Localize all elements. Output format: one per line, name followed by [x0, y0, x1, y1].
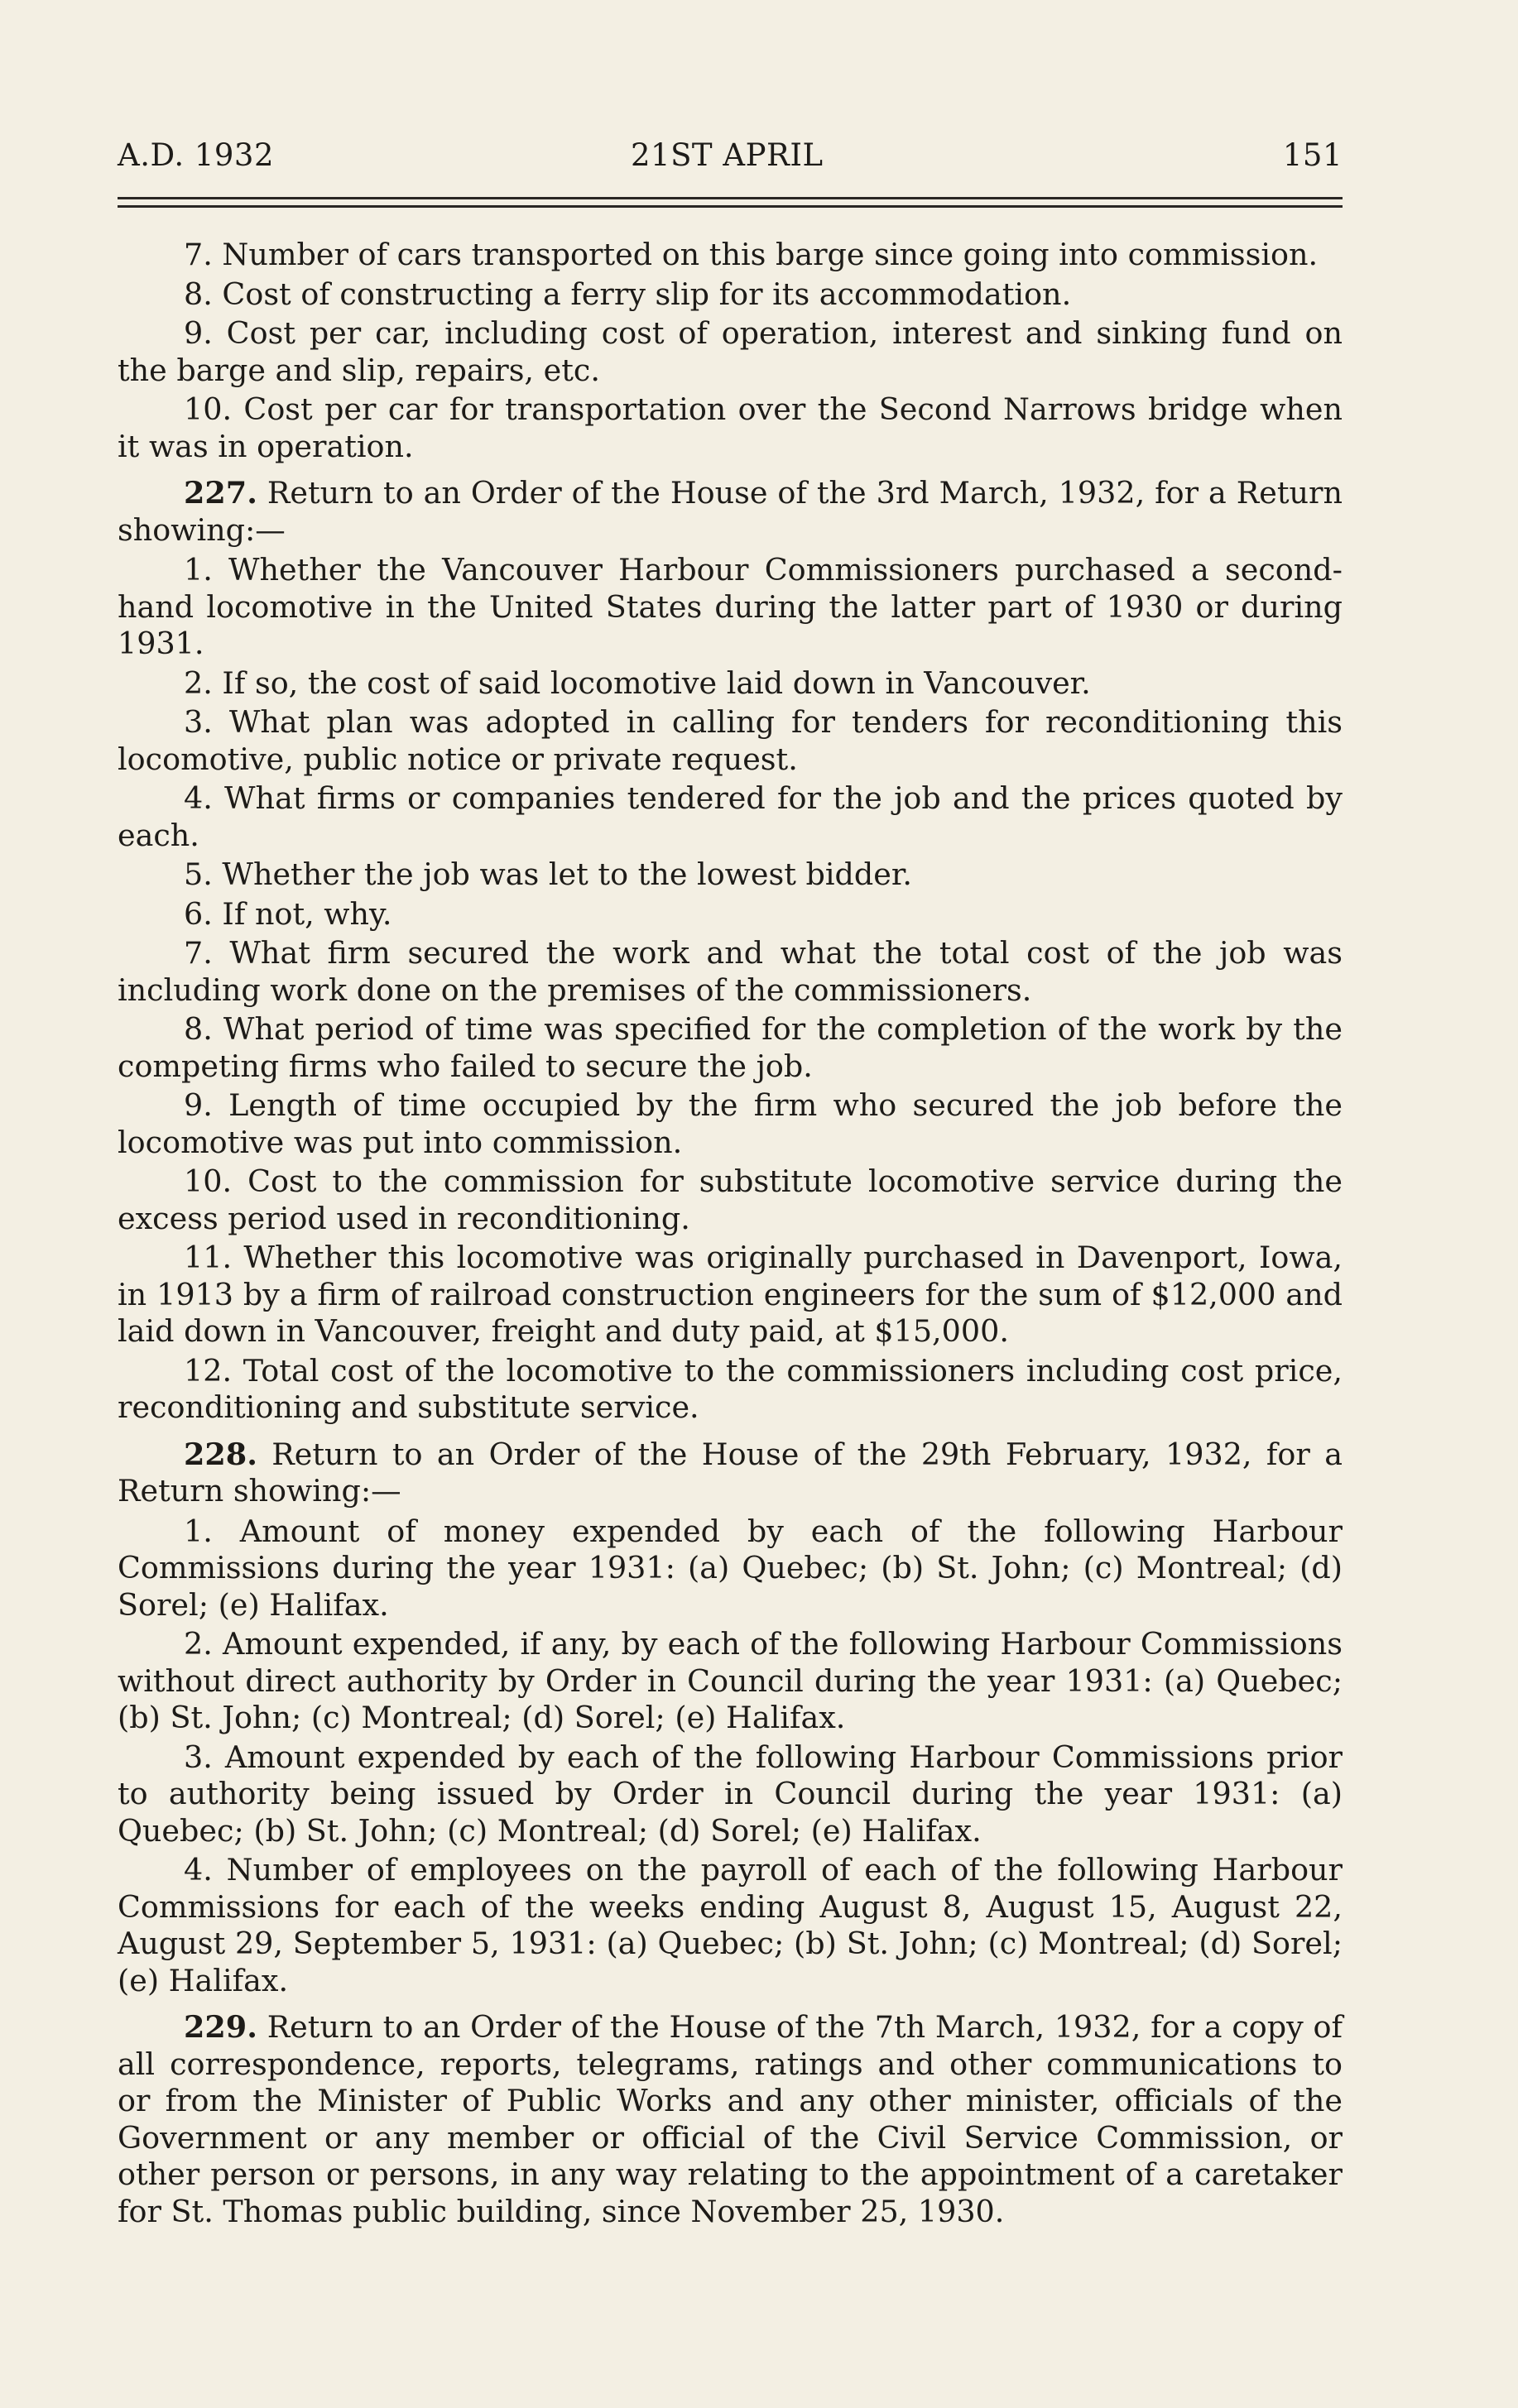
continued-item: 9. Cost per car, including cost of operation, interest and sinking fund on the barge and slip, repairs, etc. — [118, 315, 1343, 388]
order-227-item: 1. Whether the Vancouver Harbour Commissioners purchased a second-hand locomotive in the United States during the latter part of 1930 or during 1931. — [118, 552, 1343, 661]
header-rule-bottom — [118, 205, 1343, 208]
running-header — [118, 131, 1343, 180]
order-227-item: 8. What period of time was specified for the completion of the work by the competing firms who failed to secure the job. — [118, 1011, 1343, 1084]
order-227-item: 10. Cost to the commission for substitute locomotive service during the excess period used in reconditioning. — [118, 1163, 1343, 1236]
continued-item: 8. Cost of constructing a ferry slip for its accommodation. — [184, 276, 1072, 312]
header-date: 21ST APRIL — [631, 137, 824, 173]
order-228 — [118, 1437, 1343, 1510]
order-229 — [118, 2009, 1343, 2230]
order-227-item: 4. What firms or companies tendered for the job and the prices quoted by each. — [118, 780, 1343, 853]
document-body — [118, 237, 1343, 2233]
order-227-item: 5. Whether the job was let to the lowest bidder. — [184, 856, 912, 892]
order-227-item: 11. Whether this locomotive was originally purchased in Davenport, Iowa, in 1913 by a firm of railroad construction engineers for the sum of $12,000 and laid down in Vancouver, freight and duty paid, at $15,000. — [118, 1240, 1343, 1349]
header-rule-top — [118, 197, 1343, 199]
order-text: Return to an Order of the House of the 3rd March, 1932, for a Return showing:— — [118, 475, 1343, 548]
order-228-item: 2. Amount expended, if any, by each of the following Harbour Commissions without direct authority by Order in Council during the year 1931: (a) Quebec; (b) St. John; (c) Montreal; (d) Sorel; (e) Halifax. — [118, 1626, 1343, 1735]
order-227 — [118, 475, 1343, 549]
order-227-item: 6. If not, why. — [184, 895, 392, 932]
order-227-item: 12. Total cost of the locomotive to the commissioners including cost price, reconditioning and substitute service. — [118, 1352, 1343, 1425]
order-number: 228. — [184, 1436, 257, 1472]
header-year: A.D. 1932 — [118, 137, 275, 173]
order-number: 229. — [184, 2009, 257, 2045]
page-number: 151 — [1282, 137, 1343, 173]
order-text: Return to an Order of the House of the 7th March, 1932, for a copy of all correspondence, reports, telegrams, ratings and other communications to or from the Minister of Public Works and any other minister, officials of the Government or any member or official of the Civil Service Commission, or other person or persons, in any way relating to the appointment of a caretaker for St. Thomas public building, since November 25, 1930. — [118, 2009, 1343, 2229]
order-227-item: 7. What firm secured the work and what the total cost of the job was including work done on the premises of the commissioners. — [118, 935, 1343, 1008]
continued-item: 10. Cost per car for transportation over the Second Narrows bridge when it was in operation. — [118, 391, 1343, 464]
continued-item: 7. Number of cars transported on this barge since going into commission. — [184, 237, 1319, 272]
order-228-item: 1. Amount of money expended by each of the following Harbour Commissions during the year 1931: (a) Quebec; (b) St. John; (c) Montreal; (d) Sorel; (e) Halifax. — [118, 1513, 1343, 1623]
order-227-item: 3. What plan was adopted in calling for tenders for reconditioning this locomotive, public notice or private request. — [118, 704, 1343, 777]
order-number: 227. — [184, 475, 257, 511]
order-text: Return to an Order of the House of the 29th February, 1932, for a Return showing:— — [118, 1436, 1343, 1509]
order-228-item: 4. Number of employees on the payroll of each of the following Harbour Commissions for each of the weeks ending August 8, August 15, August 22, August 29, September 5, 1931: (a) Quebec; (b) St. John; (c) Montreal; (d) Sorel; (e) Halifax. — [118, 1852, 1343, 1998]
order-227-item: 2. If so, the cost of said locomotive laid down in Vancouver. — [184, 664, 1091, 701]
order-227-item: 9. Length of time occupied by the firm who secured the job before the locomotive was put into commission. — [118, 1087, 1343, 1160]
order-228-item: 3. Amount expended by each of the following Harbour Commissions prior to authority being issued by Order in Council during the year 1931: (a) Quebec; (b) St. John; (c) Montreal; (d) Sorel; (e) Halifax. — [118, 1739, 1343, 1849]
